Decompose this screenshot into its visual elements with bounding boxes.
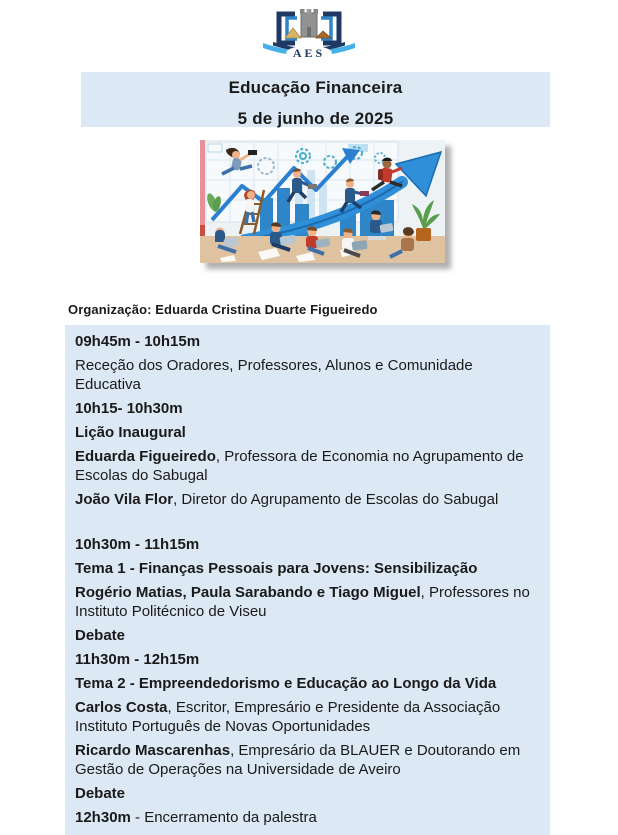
schedule-row xyxy=(75,332,540,351)
schedule-row-bold: 10h15- 10h30m xyxy=(75,400,183,417)
schedule-row-bold: 10h30m - 11h15m xyxy=(75,536,200,553)
schedule-row xyxy=(75,423,540,442)
schedule-row xyxy=(75,650,540,669)
schedule-row-bold: 11h30m - 12h15m xyxy=(75,651,200,668)
schedule-row-text: - Encerramento da palestra xyxy=(130,809,317,826)
schedule-row-text: , Professores no Instituto Politécnico de Viseu xyxy=(75,584,530,620)
schedule-row xyxy=(75,535,540,554)
schedule-row-text: Receção dos Oradores, Professores, Alunos e Comunidade Educativa xyxy=(75,357,473,393)
schedule-spacer xyxy=(75,514,540,530)
schedule-row-bold: Rogério Matias, Paula Sarabando e Tiago Miguel xyxy=(75,584,421,601)
schedule-row-text: , Empresário da BLAUER e Doutorando em Gestão de Operações na Universidade de Aveiro xyxy=(75,742,521,778)
schedule-row xyxy=(75,741,540,779)
event-illustration xyxy=(200,140,445,263)
schedule-list xyxy=(75,332,540,827)
schedule-row-bold: Eduarda Figueiredo xyxy=(75,448,216,465)
schedule-row xyxy=(75,698,540,736)
schedule-row xyxy=(75,559,540,578)
event-title: Educação Financeira xyxy=(228,78,403,97)
schedule-row-text: , Escritor, Empresário e Presidente da Associação Instituto Português de Novas Oportunidades xyxy=(75,699,501,735)
castle-tower-icon xyxy=(300,9,318,37)
schedule-row-bold: João Vila Flor xyxy=(75,491,174,508)
schedule-row-bold: 09h45m - 10h15m xyxy=(75,333,201,350)
school-logo-graphic xyxy=(249,7,369,63)
illustration-left-strip xyxy=(200,140,205,225)
schedule-row-bold: Tema 1 - Finanças Pessoais para Jovens: Sensibilização xyxy=(75,560,478,577)
schedule-row xyxy=(75,356,540,394)
schedule-row-bold: Tema 2 - Empreendedorismo e Educação ao Longo da Vida xyxy=(75,675,497,692)
schedule-row-text: , Professora de Economia no Agrupamento de Escolas do Sabugal xyxy=(75,448,524,484)
schedule-row-bold: Ricardo Mascarenhas xyxy=(75,742,231,759)
title-banner xyxy=(81,72,550,127)
schedule-row xyxy=(75,447,540,485)
schedule-row-text: , Diretor do Agrupamento de Escolas do Sabugal xyxy=(173,491,499,508)
schedule-row-bold: Carlos Costa xyxy=(75,699,168,716)
schedule-box xyxy=(65,325,550,835)
schedule-row xyxy=(75,626,540,645)
school-logo xyxy=(249,7,369,63)
schedule-row xyxy=(75,674,540,693)
landmark-icon xyxy=(316,31,331,38)
event-illustration-graphic xyxy=(200,140,445,263)
schedule-row xyxy=(75,583,540,621)
schedule-row-bold: Debate xyxy=(75,627,126,644)
organizer-line: Organização: Eduarda Cristina Duarte Figueiredo xyxy=(68,302,378,317)
schedule-row xyxy=(75,784,540,803)
schedule-row xyxy=(75,490,540,509)
logo-acronym: AES xyxy=(292,46,326,60)
schedule-row xyxy=(75,399,540,418)
schedule-row-bold: Debate xyxy=(75,785,126,802)
schedule-row-bold: Lição Inaugural xyxy=(75,424,186,441)
schedule-row-bold: 12h30m xyxy=(75,809,131,826)
event-date: 5 de junho de 2025 xyxy=(237,109,394,128)
schedule-row xyxy=(75,808,540,827)
